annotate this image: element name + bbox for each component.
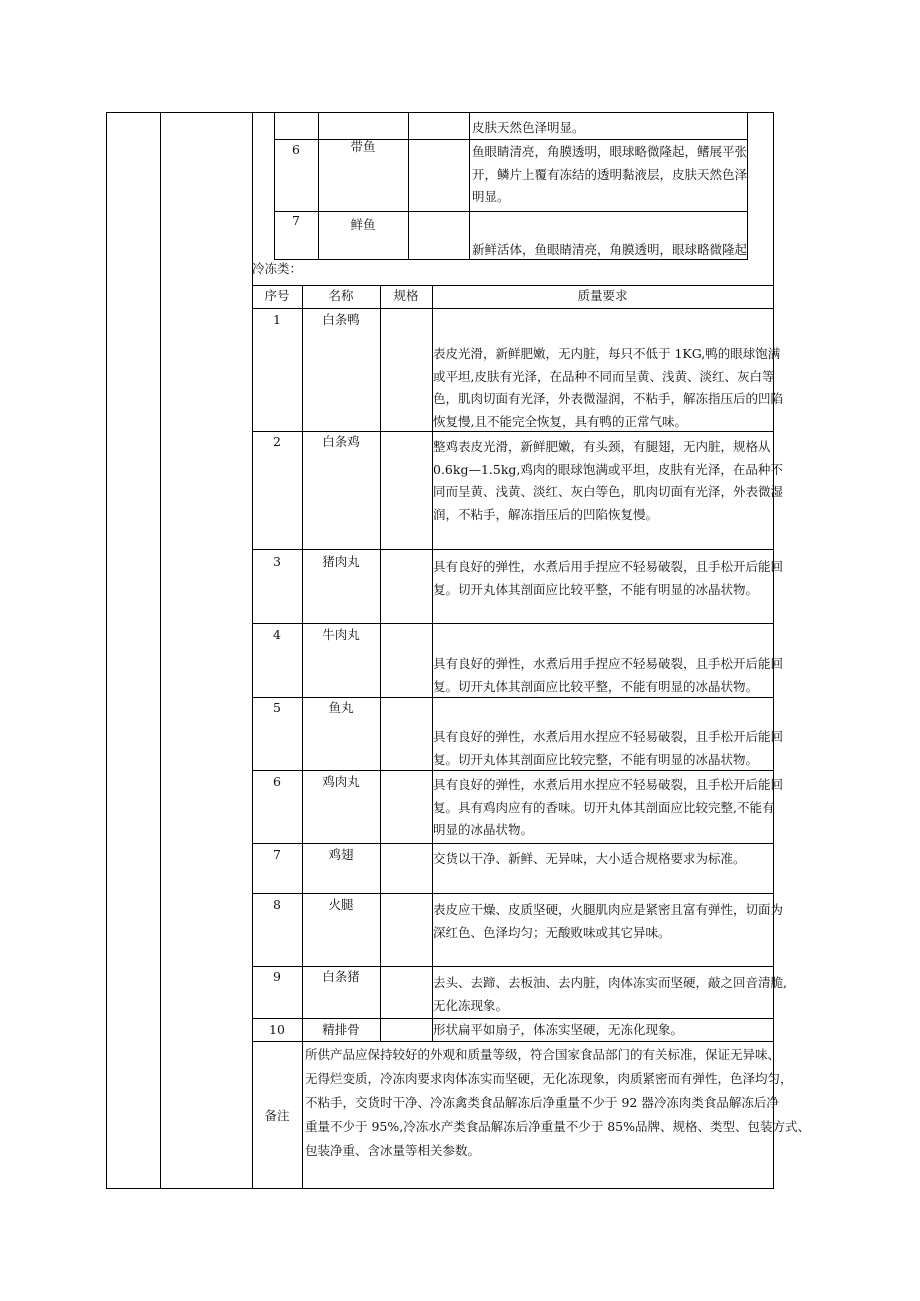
frozen-row-quality: 表皮应干燥、皮质坚硬，火腿肌肉应是紧密且富有弹性，切面为 深红色、色泽均匀；无酸败味或其它异味。 bbox=[433, 902, 784, 940]
frozen-row-quality: 具有良好的弹性，水煮后用水捏应不轻易破裂，且手松开后能回 复。具有鸡肉应有的香味。切开丸体其剖面应比较完整,不能有 明显的冰晶状物。 bbox=[433, 777, 784, 837]
frozen-row-no: 10 bbox=[269, 1022, 285, 1037]
frozen-row-quality: 形状扁平如扇子，体冻实坚硬，无冻化现象。 bbox=[433, 1022, 684, 1037]
frozen-row-no: 4 bbox=[273, 627, 281, 642]
frozen-row-no: 9 bbox=[273, 969, 281, 984]
remarks-text: 所供产品应保持较好的外观和质量等级，符合国家食品部门的有关标准，保证无异味、 无得烂变质，冷冻肉要求肉体冻实而坚硬，无化冻现象，肉质紧密而有弹性，色泽均匀， 不粘手，交货时干净、冷冻禽类食品解冻后净重量不少于 92 器冷冻肉类食品解冻后净 重量不少于 95%,冷冻水产类食品解冻后净重量不少于 85%品牌、规格、类型、包装方式、 包装净重、含冰量等相关参数。 bbox=[305, 1047, 810, 1158]
frozen-row-no: 2 bbox=[273, 434, 281, 449]
header-name: 名称 bbox=[328, 288, 354, 303]
frozen-row-quality: 具有良好的弹性，水煮后用手捏应不轻易破裂，且手松开后能回 复。切开丸体其剖面应比较平整，不能有明显的冰晶状物。 bbox=[433, 656, 784, 694]
header-spec: 规格 bbox=[393, 288, 419, 303]
frozen-row-name: 鸡翅 bbox=[328, 847, 354, 862]
frozen-row-quality: 具有良好的弹性，水煮后用水捏应不轻易破裂，且手松开后能回 复。切开丸体其剖面应比较完整，不能有明显的冰晶状物。 bbox=[433, 729, 784, 767]
frozen-row-quality: 整鸡表皮光滑，新鲜肥嫩，有头颈，有腿翅，无内脏，规格从 0.6kg—1.5kg,鸡肉的眼球饱满或平坦，皮肤有光泽，在品种不 同而呈黄、浅黄、淡红、灰白等色，肌肉切面有光泽，外表微湿 润，不粘手，解冻指压后的凹陷恢复慢。 bbox=[433, 439, 784, 522]
header-quality: 质量要求 bbox=[577, 288, 628, 303]
fresh-row-6-name: 带鱼 bbox=[350, 139, 376, 154]
fresh-row-7-name: 鲜鱼 bbox=[350, 217, 376, 232]
frozen-row-name: 牛肉丸 bbox=[322, 627, 360, 642]
fresh-row-end-text: 皮肤天然色泽明显。 bbox=[472, 120, 585, 135]
frozen-row-no: 7 bbox=[273, 847, 281, 862]
frozen-row-quality: 表皮光滑，新鲜肥嫩，无内脏，每只不低于 1KG,鸭的眼球饱满 或平坦,皮肤有光泽，在品种不同而呈黄、浅黄、淡红、灰白等 色，肌肉切面有光泽，外表微湿润，不粘手，解冻指压后的凹陷 恢复慢,且不能完全恢复，具有鸭的正常气味。 bbox=[433, 346, 784, 429]
frozen-row-name: 白条猪 bbox=[322, 969, 360, 984]
frozen-row-no: 3 bbox=[273, 554, 281, 569]
fresh-row-7-quality: 新鲜活体，鱼眼睛清亮，角膜透明，眼球略微隆起 bbox=[472, 242, 748, 257]
frozen-row-no: 8 bbox=[273, 897, 281, 912]
frozen-row-no: 6 bbox=[273, 774, 281, 789]
frozen-section-label: 冷冻类： bbox=[252, 261, 303, 276]
frozen-row-quality: 交货以干净、新鲜、无异味，大小适合规格要求为标准。 bbox=[433, 851, 746, 866]
fresh-row-6-no: 6 bbox=[292, 142, 300, 157]
fresh-row-6-quality: 鱼眼睛清亮，角膜透明，眼球略微隆起，鳍展平张 开，鳞片上覆有冻结的透明黏液层，皮肤天然色泽 明显。 bbox=[472, 144, 748, 204]
frozen-row-name: 白条鸡 bbox=[322, 434, 360, 449]
frozen-row-name: 猪肉丸 bbox=[322, 554, 360, 569]
header-no: 序号 bbox=[264, 288, 290, 303]
frozen-row-name: 精排骨 bbox=[322, 1022, 360, 1037]
frozen-row-quality: 去头、去蹄、去板油、去内脏，肉体冻实而坚硬，敲之回音清脆, 无化冻现象。 bbox=[433, 975, 787, 1013]
frozen-row-no: 1 bbox=[273, 312, 281, 327]
frozen-row-name: 白条鸭 bbox=[322, 312, 360, 327]
frozen-row-no: 5 bbox=[273, 700, 281, 715]
fresh-row-7-no: 7 bbox=[292, 213, 300, 228]
frozen-row-name: 鱼丸 bbox=[328, 700, 354, 715]
remarks-label: 备注 bbox=[264, 1108, 290, 1123]
frozen-row-quality: 具有良好的弹性，水煮后用手捏应不轻易破裂，且手松开后能回 复。切开丸体其剖面应比较平整，不能有明显的冰晶状物。 bbox=[433, 559, 784, 597]
frozen-row-name: 火腿 bbox=[328, 897, 354, 912]
frozen-row-name: 鸡肉丸 bbox=[322, 774, 360, 789]
